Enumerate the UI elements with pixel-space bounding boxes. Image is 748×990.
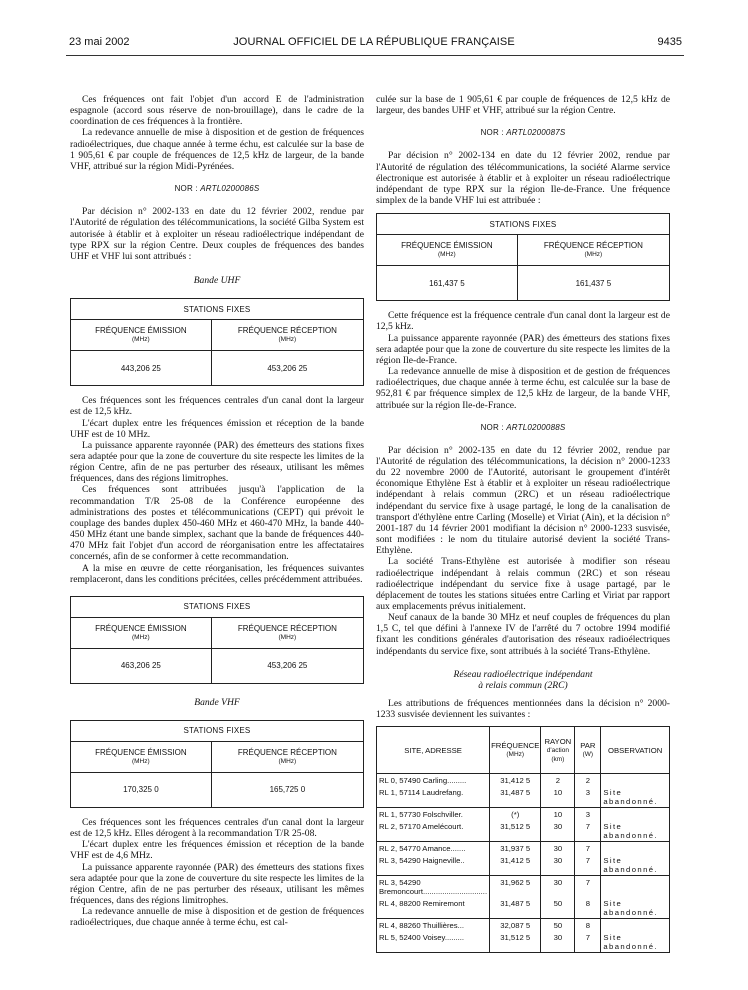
section-heading bbox=[376, 669, 670, 692]
table-cell: RL 3, 54290 Bremoncourt.............................. bbox=[377, 876, 490, 898]
table-row bbox=[377, 854, 670, 876]
table-cell: 31,512 5 bbox=[490, 931, 541, 953]
frequency-table bbox=[376, 213, 670, 301]
paragraph: La puissance apparente rayonnée (PAR) des émetteurs des stations fixes sera adaptée pour que la zone de couverture du site respecte les limites de la région Ile-de-France. bbox=[376, 332, 670, 366]
table-cell: 7 bbox=[575, 931, 601, 953]
table-cell: 10 bbox=[541, 786, 575, 808]
paragraph: La puissance apparente rayonnée (PAR) des émetteurs des stations fixes sera adaptée pour que la zone de couverture du site respecte les limites de la région Centre, afin de ne pas perturber des réseaux, utilisant les mêmes fréquences, dans des régions limitrophes. bbox=[70, 861, 364, 907]
table-cell: 31,412 5 bbox=[490, 774, 541, 787]
nor-code: ARTL0200088S bbox=[506, 422, 566, 432]
nor-code: ARTL0200087S bbox=[506, 128, 566, 138]
unit-label: (W) bbox=[582, 751, 594, 759]
table-cell bbox=[601, 919, 670, 932]
nor-reference bbox=[70, 183, 364, 194]
table-cell: 50 bbox=[541, 897, 575, 919]
table-cell: RL 4, 88200 Remiremont bbox=[377, 897, 490, 919]
table-cell: 170,325 0 bbox=[71, 773, 212, 808]
table-cell: Site abandonné. bbox=[601, 931, 670, 953]
table-cell: Site abandonné. bbox=[601, 786, 670, 808]
unit-label: (MHz) bbox=[584, 251, 603, 259]
paragraph: La redevance annuelle de mise à disposition et de gestion de fréquences radioélectriques, due chaque année à terme échu, est calculée sur la base de 1 905,61 € par couple de fréquences de 12,5 kHz de largeur, de la bande VHF, attribué sur la région Midi-Pyrénées. bbox=[70, 127, 364, 172]
header-rule bbox=[66, 55, 684, 56]
unit-label: (MHz) bbox=[506, 751, 525, 759]
sites-table bbox=[376, 726, 670, 953]
column-header: SITE, ADRESSE bbox=[377, 727, 490, 774]
paragraph: A la mise en œuvre de cette réorganisation, les fréquences suivantes remplaceront, dans les conditions précitées, celles précédemment attribuées. bbox=[70, 562, 364, 585]
table-cell: 453,206 25 bbox=[211, 351, 363, 386]
column-label: FRÉQUENCE bbox=[491, 741, 540, 751]
table-cell: Site abandonné. bbox=[601, 854, 670, 876]
table-row bbox=[377, 820, 670, 842]
table-cell: 30 bbox=[541, 931, 575, 953]
table-row bbox=[377, 876, 670, 898]
table-title: STATIONS FIXES bbox=[377, 214, 670, 235]
column-label: FRÉQUENCE ÉMISSION bbox=[95, 326, 187, 336]
header-title: JOURNAL OFFICIEL DE LA RÉPUBLIQUE FRANÇAISE bbox=[233, 36, 515, 48]
table-cell: 31,512 5 bbox=[490, 820, 541, 842]
table-cell: 7 bbox=[575, 842, 601, 855]
table-cell: RL 3, 54290 Haigneville.. bbox=[377, 854, 490, 876]
table-row bbox=[377, 786, 670, 808]
table-cell: 10 bbox=[541, 808, 575, 821]
column-label: FRÉQUENCE ÉMISSION bbox=[95, 748, 187, 757]
table-cell: 2 bbox=[575, 774, 601, 787]
table-cell bbox=[601, 808, 670, 821]
table-cell: 31,487 5 bbox=[490, 897, 541, 919]
table-cell: 3 bbox=[575, 808, 601, 821]
section-heading-line: à relais commun (2RC) bbox=[478, 680, 568, 692]
table-cell: RL 1, 57730 Folschviller. bbox=[377, 808, 490, 821]
unit-label: (MHz) bbox=[278, 633, 297, 641]
table-cell: 3 bbox=[575, 786, 601, 808]
table-cell: RL 4, 88260 Thuillières... bbox=[377, 919, 490, 932]
band-heading: Bande UHF bbox=[193, 275, 241, 287]
paragraph: Ces fréquences ont fait l'objet d'un accord E de l'administration espagnole (accord sous réserve de non-brouillage), dans le cadre de la coordination de ces fréquences à la frontière. bbox=[70, 94, 364, 128]
column-header bbox=[575, 727, 601, 774]
table-cell bbox=[601, 842, 670, 855]
unit-label: (MHz) bbox=[438, 251, 456, 259]
unit-label: (MHz) bbox=[278, 336, 297, 344]
table-cell: 7 bbox=[575, 876, 601, 898]
table-title: STATIONS FIXES bbox=[71, 299, 364, 320]
frequency-table bbox=[70, 720, 364, 808]
column-label: FRÉQUENCE RÉCEPTION bbox=[543, 241, 643, 251]
unit-label: (MHz) bbox=[132, 336, 150, 344]
table-cell: Site abandonné. bbox=[601, 820, 670, 842]
table-cell: 453,206 25 bbox=[211, 648, 363, 683]
paragraph: L'écart duplex entre les fréquences émission et réception de la bande UHF est de 10 MHz. bbox=[70, 417, 364, 440]
table-cell: 32,087 5 bbox=[490, 919, 541, 932]
table-cell bbox=[601, 774, 670, 787]
table-cell: 2 bbox=[541, 774, 575, 787]
table-row bbox=[377, 897, 670, 919]
page-number: 9435 bbox=[657, 36, 682, 48]
table-row bbox=[377, 774, 670, 787]
column-header bbox=[541, 727, 575, 774]
nor-label: NOR : bbox=[174, 184, 198, 194]
table-row bbox=[377, 842, 670, 855]
paragraph: Ces fréquences sont attribuées jusqu'à l'application de la recommandation T/R 25-08 de la Conférence européenne des administrations des postes et télécommunications (CEPT) qui prévoit le couplage des bandes duplex 450-460 MHz et 460-470 MHz, la bande 440-450 MHz étant une bande simplex, sachant que la bande de fréquences 440-470 MHz fait l'objet d'un accord de réorganisation entre les affectataires concernés, afin de se conformer à cette recommandation. bbox=[70, 484, 364, 563]
table-cell: 7 bbox=[575, 820, 601, 842]
column-label: RAYON bbox=[544, 736, 572, 746]
table-cell: RL 0, 57490 Carling......... bbox=[377, 774, 490, 787]
table-cell: 50 bbox=[541, 919, 575, 932]
column-header: OBSERVATION bbox=[601, 727, 670, 774]
table-cell: 31,962 5 bbox=[490, 876, 541, 898]
paragraph: Cette fréquence est la fréquence centrale d'un canal dont la largeur est de 12,5 kHz. bbox=[376, 310, 670, 333]
left-column bbox=[70, 94, 364, 929]
table-cell: 165,725 0 bbox=[211, 773, 363, 808]
table-cell: 31,487 5 bbox=[490, 786, 541, 808]
table-cell: 30 bbox=[541, 820, 575, 842]
frequency-table bbox=[70, 298, 364, 386]
table-cell: 161,437 5 bbox=[377, 266, 518, 301]
table-cell: RL 2, 57170 Amelécourt. bbox=[377, 820, 490, 842]
paragraph: Ces fréquences sont les fréquences centrales d'un canal dont la largeur est de 12,5 kHz. Elles dérogent à la recommandation T/R 25-08. bbox=[70, 817, 364, 840]
header-date: 23 mai 2002 bbox=[69, 36, 130, 48]
table-title: STATIONS FIXES bbox=[71, 596, 364, 617]
nor-reference bbox=[376, 422, 670, 433]
paragraph: Ces fréquences sont les fréquences centrales d'un canal dont la largeur est de 12,5 kHz. bbox=[70, 395, 364, 418]
paragraph: Par décision n° 2002-133 en date du 12 février 2002, rendue par l'Autorité de régulation des télécommunications, la société Gilba System est autorisée à établir et à exploiter un réseau radioélectrique indépendant de type RPX sur la région Centre. Deux couples de fréquences des bandes UHF et VHF lui sont attribués : bbox=[70, 206, 364, 262]
paragraph: Les attributions de fréquences mentionnées dans la décision n° 2000-1233 susvisée deviennent les suivantes : bbox=[376, 697, 670, 720]
paragraph: culée sur la base de 1 905,61 € par couple de fréquences de 12,5 kHz de largeur, des bandes UHF et VHF, attribué sur la région Centre. bbox=[376, 94, 670, 117]
paragraph: La redevance annuelle de mise à disposition et de gestion de fréquences radioélectriques, due chaque année à terme échu, est cal- bbox=[70, 906, 364, 929]
table-cell: RL 1, 57114 Laudrefang. bbox=[377, 786, 490, 808]
right-column bbox=[376, 94, 670, 953]
column-label: d'action bbox=[546, 746, 569, 754]
column-header bbox=[490, 727, 541, 774]
table-cell: 31,412 5 bbox=[490, 854, 541, 876]
unit-label: (MHz) bbox=[132, 633, 150, 641]
nor-code: ARTL0200086S bbox=[200, 184, 260, 194]
column-header bbox=[211, 617, 363, 648]
column-label: PAR bbox=[580, 741, 596, 751]
nor-label: NOR : bbox=[480, 422, 504, 432]
column-header bbox=[211, 742, 363, 773]
table-cell: 31,937 5 bbox=[490, 842, 541, 855]
table-cell: 463,206 25 bbox=[71, 648, 212, 683]
table-cell: 161,437 5 bbox=[517, 266, 669, 301]
table-cell: 8 bbox=[575, 897, 601, 919]
unit-label: (MHz) bbox=[278, 758, 297, 765]
table-row bbox=[377, 808, 670, 821]
frequency-table bbox=[70, 596, 364, 684]
column-label: FRÉQUENCE ÉMISSION bbox=[95, 623, 187, 633]
nor-reference bbox=[376, 127, 670, 138]
table-cell bbox=[601, 876, 670, 898]
table-row bbox=[377, 919, 670, 932]
table-cell: 30 bbox=[541, 876, 575, 898]
column-header bbox=[71, 320, 212, 351]
column-header bbox=[517, 235, 669, 266]
unit-label: (MHz) bbox=[132, 758, 150, 765]
table-cell: 30 bbox=[541, 854, 575, 876]
paragraph: La société Trans-Ethylène est autorisée à modifier son réseau radioélectrique indépendant à relais commun (2RC) et son réseau radioélectrique indépendant du service fixe à usage partagé, par le déplacement de toutes les stations situées entre Carling et Viriat par rapport aux emplacements prévus initialement. bbox=[376, 556, 670, 612]
table-row bbox=[377, 931, 670, 953]
column-label: FRÉQUENCE RÉCEPTION bbox=[237, 623, 337, 633]
table-title: STATIONS FIXES bbox=[71, 721, 364, 742]
column-header bbox=[211, 320, 363, 351]
column-label: FRÉQUENCE RÉCEPTION bbox=[237, 326, 337, 336]
table-cell: 30 bbox=[541, 842, 575, 855]
column-header bbox=[377, 235, 518, 266]
column-label: FRÉQUENCE RÉCEPTION bbox=[237, 748, 337, 757]
table-cell: 443,206 25 bbox=[71, 351, 212, 386]
paragraph: La redevance annuelle de mise à disposition et de gestion de fréquences radioélectriques, due chaque année à terme échu, est calculée sur la base de 952,81 € par fréquence simplex de 12,5 kHz de largeur, de la bande VHF, attribuée sur la région Ile-de-France. bbox=[376, 366, 670, 411]
paragraph: Par décision n° 2002-135 en date du 12 février 2002, rendue par l'Autorité de régulation des télécommunications, la décision n° 2000-1233 du 22 novembre 2000 de l'Autorité, autorisant le groupement d'intérêt économique Ethylène Est à établir et à exploiter un réseau radioélectrique indépendant à relais commun (2RC) et un réseau radioélectrique indépendant du service fixe à usage partagé, le long de la canalisation de transport d'éthylène entre Carling (Moselle) et Viriat (Ain), et la décision n° 2001-187 du 14 février 2001 modifiant la décision n° 2000-1233 susvisée, sont modifiées : le nom du titulaire autorisé devient la société Trans-Ethylène. bbox=[376, 444, 670, 557]
table-cell: (*) bbox=[490, 808, 541, 821]
column-header bbox=[71, 617, 212, 648]
nor-label: NOR : bbox=[480, 128, 504, 138]
unit-label: (km) bbox=[551, 755, 565, 763]
table-cell: Site abandonné. bbox=[601, 897, 670, 919]
section-heading-line: Réseau radioélectrique indépendant bbox=[453, 668, 593, 680]
column-label: FRÉQUENCE ÉMISSION bbox=[401, 241, 493, 251]
table-cell: RL 2, 54770 Amance....... bbox=[377, 842, 490, 855]
paragraph: Par décision n° 2002-134 en date du 12 février 2002, rendue par l'Autorité de régulation des télécommunications, la société Alarme service électronique est autorisée à établir et à exploiter un réseau radioélectrique indépendant de type RPX sur la région Ile-de-France. Une fréquence simplex de la bande VHF lui est attribuée : bbox=[376, 150, 670, 207]
table-cell: 7 bbox=[575, 854, 601, 876]
paragraph: Neuf canaux de la bande 30 MHz et neuf couples de fréquences du plan 1,5 C, tel que défini à l'annexe IV de l'arrêté du 7 octobre 1994 modifié fixant les conditions générales d'autorisation des réseaux radioélectriques indépendants du service fixe, sont attribués à la société Trans-Ethylène. bbox=[376, 612, 670, 657]
paragraph: La puissance apparente rayonnée (PAR) des émetteurs des stations fixes sera adaptée pour que la zone de couverture du site respecte les limites de la région Centre, afin de ne pas perturber des réseaux, utilisant les mêmes fréquences, dans des régions limitrophes. bbox=[70, 439, 364, 485]
table-cell: 8 bbox=[575, 919, 601, 932]
column-header bbox=[71, 742, 212, 773]
band-heading: Bande VHF bbox=[194, 696, 240, 708]
table-cell: RL 5, 52400 Voisey......... bbox=[377, 931, 490, 953]
paragraph: L'écart duplex entre les fréquences émission et réception de la bande VHF est de 4,6 MHz. bbox=[70, 839, 364, 862]
sites-table-body bbox=[377, 774, 670, 953]
